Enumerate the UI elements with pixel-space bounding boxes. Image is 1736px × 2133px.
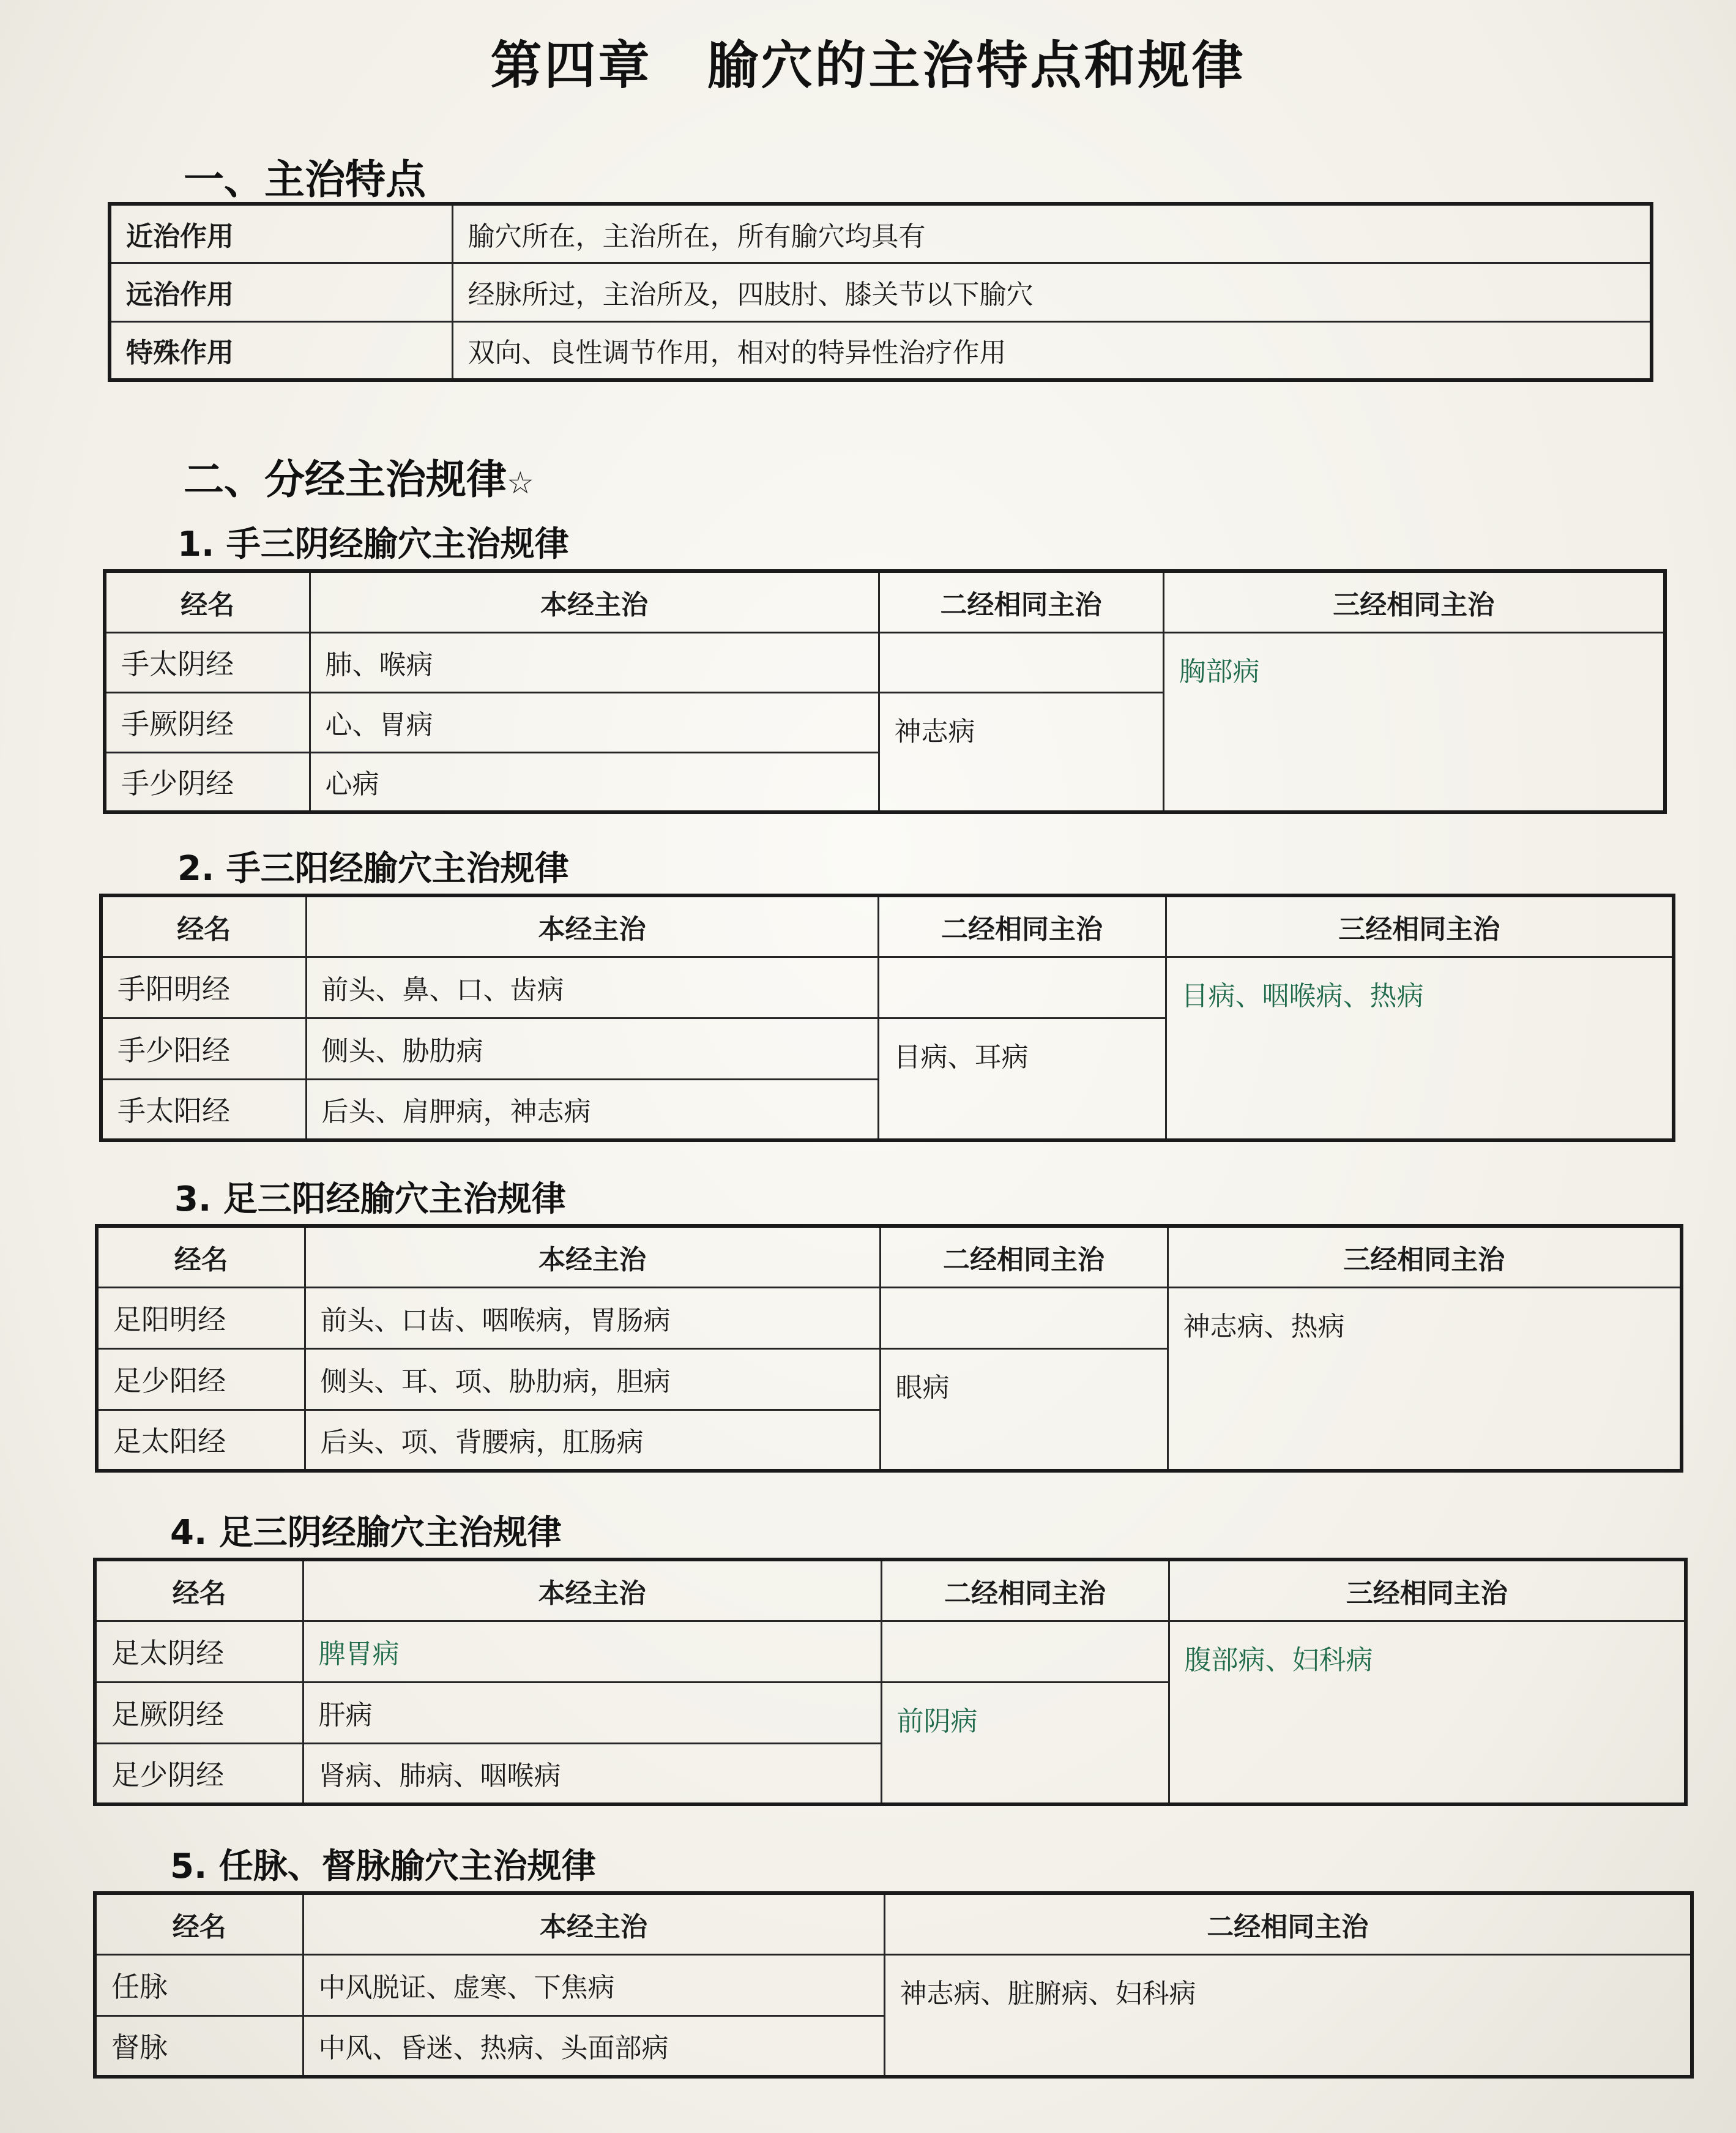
own-indication: 侧头、胁肋病 [306, 1018, 878, 1079]
meridian-table-4 [93, 1558, 1688, 1806]
table-header-row [97, 1226, 1682, 1287]
col-header-two: 二经相同主治 [880, 1226, 1168, 1287]
col-header-name: 经名 [101, 895, 306, 957]
table-row [95, 1954, 1692, 2015]
table2-title: 2. 手三阳经腧穴主治规律 [177, 849, 569, 889]
table-header-row [105, 571, 1665, 632]
two-common: 前阴病 [881, 1682, 1169, 1804]
col-header-own: 本经主治 [306, 895, 878, 957]
table4-title: 4. 足三阴经腧穴主治规律 [170, 1513, 562, 1553]
feature-desc: 经脉所过，主治所及，四肢肘、膝关节以下腧穴 [452, 263, 1652, 321]
two-common: 神志病、脏腑病、妇科病 [884, 1954, 1692, 2077]
meridian-name: 足阳明经 [97, 1287, 305, 1348]
table-row [95, 1621, 1686, 1682]
feature-desc: 腧穴所在，主治所在，所有腧穴均具有 [452, 204, 1652, 263]
table-row [110, 263, 1652, 321]
own-indication: 肝病 [303, 1682, 881, 1743]
own-indication: 前头、鼻、口、齿病 [306, 957, 878, 1018]
section2-heading-text: 二、分经主治规律 [184, 456, 507, 503]
two-common-empty [881, 1621, 1169, 1682]
col-header-name: 经名 [97, 1226, 305, 1287]
two-common: 神志病 [879, 692, 1163, 812]
meridian-name: 足少阳经 [97, 1348, 305, 1410]
three-common: 目病、咽喉病、热病 [1166, 957, 1674, 1140]
col-header-three: 三经相同主治 [1166, 895, 1674, 957]
meridian-table-2 [99, 894, 1675, 1142]
star-icon: ☆ [507, 465, 534, 501]
meridian-name: 足少阴经 [95, 1743, 303, 1804]
col-header-two: 二经相同主治 [881, 1560, 1169, 1621]
meridian-name: 手少阳经 [101, 1018, 306, 1079]
table3-title: 3. 足三阳经腧穴主治规律 [174, 1179, 566, 1219]
chapter-name: 腧穴的主治特点和规律 [707, 35, 1246, 95]
col-header-name: 经名 [95, 1560, 303, 1621]
own-indication: 后头、项、背腰病，肛肠病 [305, 1410, 880, 1471]
own-indication: 中风脱证、虚寒、下焦病 [303, 1954, 884, 2015]
table1-title: 1. 手三阴经腧穴主治规律 [177, 525, 569, 564]
chapter-number: 第四章 [490, 35, 652, 95]
meridian-name: 任脉 [95, 1954, 303, 2015]
feature-label: 近治作用 [110, 204, 452, 263]
own-indication: 脾胃病 [303, 1621, 881, 1682]
table-row [110, 321, 1652, 380]
meridian-name: 手厥阴经 [105, 692, 310, 752]
col-header-own: 本经主治 [305, 1226, 880, 1287]
meridian-name: 手太阳经 [101, 1079, 306, 1140]
features-table [108, 202, 1653, 382]
col-header-two: 二经相同主治 [879, 571, 1163, 632]
meridian-table-5 [93, 1891, 1694, 2079]
meridian-name: 手太阴经 [105, 632, 310, 692]
own-indication: 肺、喉病 [310, 632, 879, 692]
own-indication: 心、胃病 [310, 692, 879, 752]
col-header-name: 经名 [105, 571, 310, 632]
feature-label: 远治作用 [110, 263, 452, 321]
meridian-table-1 [103, 569, 1667, 814]
col-header-three: 三经相同主治 [1163, 571, 1665, 632]
two-common-empty [880, 1287, 1168, 1348]
section2-heading [184, 447, 534, 505]
own-indication: 后头、肩胛病，神志病 [306, 1079, 878, 1140]
two-common: 眼病 [880, 1348, 1168, 1471]
table-row [97, 1287, 1682, 1348]
feature-label: 特殊作用 [110, 321, 452, 380]
meridian-table-3 [95, 1224, 1683, 1473]
table-row [105, 632, 1665, 692]
col-header-three: 三经相同主治 [1169, 1560, 1686, 1621]
two-common-empty [878, 957, 1166, 1018]
col-header-two: 二经相同主治 [878, 895, 1166, 957]
table-header-row [95, 1893, 1692, 1954]
table-header-row [95, 1560, 1686, 1621]
own-indication: 肾病、肺病、咽喉病 [303, 1743, 881, 1804]
meridian-name: 足厥阴经 [95, 1682, 303, 1743]
own-indication: 心病 [310, 752, 879, 812]
own-indication: 侧头、耳、项、胁肋病，胆病 [305, 1348, 880, 1410]
table-row [101, 957, 1674, 1018]
chapter-title [0, 24, 1736, 99]
col-header-own: 本经主治 [303, 1560, 881, 1621]
table-row [110, 204, 1652, 263]
meridian-name: 足太阳经 [97, 1410, 305, 1471]
own-indication: 前头、口齿、咽喉病，胃肠病 [305, 1287, 880, 1348]
col-header-two: 二经相同主治 [884, 1893, 1692, 1954]
section1-heading: 一、主治特点 [184, 156, 426, 203]
meridian-name: 督脉 [95, 2015, 303, 2077]
meridian-name: 手少阴经 [105, 752, 310, 812]
two-common: 目病、耳病 [878, 1018, 1166, 1140]
table5-title: 5. 任脉、督脉腧穴主治规律 [170, 1847, 596, 1886]
own-indication: 中风、昏迷、热病、头面部病 [303, 2015, 884, 2077]
meridian-name: 足太阴经 [95, 1621, 303, 1682]
three-common: 胸部病 [1163, 632, 1665, 812]
three-common: 神志病、热病 [1168, 1287, 1682, 1471]
col-header-name: 经名 [95, 1893, 303, 1954]
col-header-three: 三经相同主治 [1168, 1226, 1682, 1287]
three-common: 腹部病、妇科病 [1169, 1621, 1686, 1804]
meridian-name: 手阳明经 [101, 957, 306, 1018]
col-header-own: 本经主治 [303, 1893, 884, 1954]
feature-desc: 双向、良性调节作用，相对的特异性治疗作用 [452, 321, 1652, 380]
table-header-row [101, 895, 1674, 957]
col-header-own: 本经主治 [310, 571, 879, 632]
two-common-empty [879, 632, 1163, 692]
